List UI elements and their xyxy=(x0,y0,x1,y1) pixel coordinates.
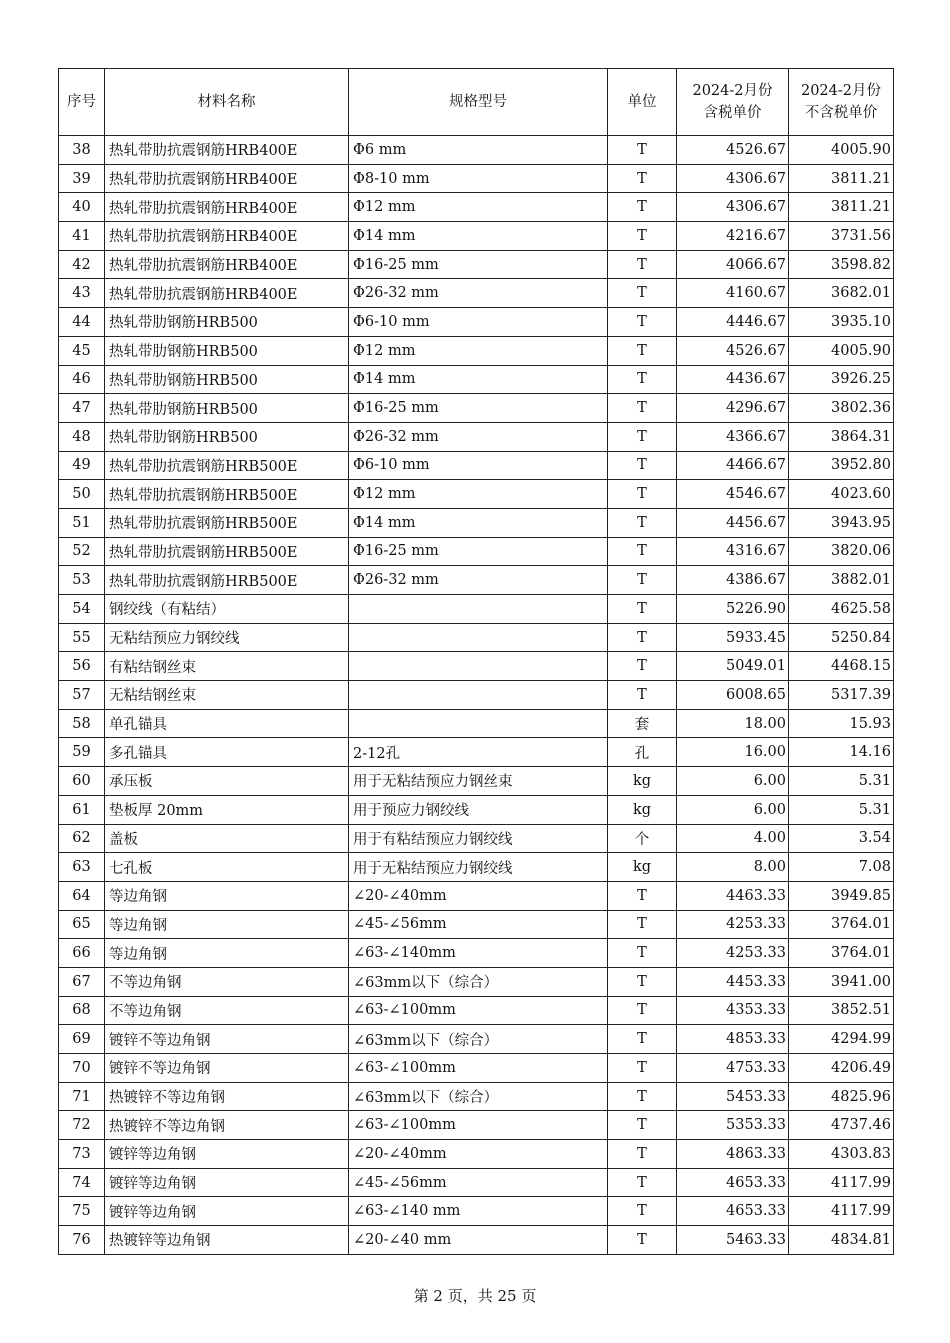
row-unit: T xyxy=(608,308,677,337)
row-unit: T xyxy=(608,451,677,480)
row-spec: Φ16-25 mm xyxy=(349,250,608,279)
row-no: 55 xyxy=(59,623,105,652)
row-no: 59 xyxy=(59,738,105,767)
table-row xyxy=(59,279,894,308)
row-price-tax-incl: 4753.33 xyxy=(677,1054,789,1083)
table-row xyxy=(59,767,894,796)
table-row xyxy=(59,652,894,681)
row-name: 镀锌等边角钢 xyxy=(105,1197,349,1226)
row-unit: T xyxy=(608,394,677,423)
table-row xyxy=(59,1025,894,1054)
row-price-tax-excl: 3882.01 xyxy=(789,566,894,595)
table-row xyxy=(59,250,894,279)
table-row xyxy=(59,1226,894,1255)
row-price-tax-incl: 5463.33 xyxy=(677,1226,789,1255)
row-price-tax-incl: 4306.67 xyxy=(677,193,789,222)
table-row xyxy=(59,1197,894,1226)
page-footer: 第 2 页，共 25 页 xyxy=(413,1287,537,1305)
row-spec: 用于预应力钢绞线 xyxy=(349,795,608,824)
table-row xyxy=(59,566,894,595)
row-unit: T xyxy=(608,910,677,939)
row-spec: 用于无粘结预应力钢丝束 xyxy=(349,767,608,796)
row-unit: T xyxy=(608,136,677,165)
row-price-tax-excl: 3.54 xyxy=(789,824,894,853)
row-price-tax-excl: 15.93 xyxy=(789,709,894,738)
row-price-tax-excl: 3943.95 xyxy=(789,508,894,537)
table-row xyxy=(59,480,894,509)
table-row xyxy=(59,422,894,451)
table-row xyxy=(59,910,894,939)
row-spec: Φ12 mm xyxy=(349,480,608,509)
row-spec: ∠63-∠100mm xyxy=(349,1111,608,1140)
row-price-tax-incl: 4316.67 xyxy=(677,537,789,566)
row-unit: T xyxy=(608,1140,677,1169)
row-price-tax-excl: 3941.00 xyxy=(789,967,894,996)
row-price-tax-excl: 3764.01 xyxy=(789,939,894,968)
row-price-tax-incl: 4296.67 xyxy=(677,394,789,423)
row-name: 承压板 xyxy=(105,767,349,796)
row-price-tax-incl: 4353.33 xyxy=(677,996,789,1025)
table-row xyxy=(59,853,894,882)
row-price-tax-excl: 4117.99 xyxy=(789,1168,894,1197)
table-row xyxy=(59,336,894,365)
row-unit: T xyxy=(608,422,677,451)
row-unit: T xyxy=(608,1197,677,1226)
row-no: 50 xyxy=(59,480,105,509)
table-row xyxy=(59,881,894,910)
table-row xyxy=(59,996,894,1025)
row-price-tax-excl: 4834.81 xyxy=(789,1226,894,1255)
row-price-tax-excl: 4005.90 xyxy=(789,336,894,365)
row-spec: ∠63mm以下（综合） xyxy=(349,967,608,996)
row-no: 71 xyxy=(59,1082,105,1111)
row-price-tax-incl: 4160.67 xyxy=(677,279,789,308)
row-name: 热轧带肋钢筋HRB500 xyxy=(105,308,349,337)
row-price-tax-incl: 5353.33 xyxy=(677,1111,789,1140)
row-unit: T xyxy=(608,537,677,566)
row-price-tax-excl: 3926.25 xyxy=(789,365,894,394)
header-price-tax-excl: 2024-2月份 不含税单价 xyxy=(789,69,894,136)
row-price-tax-excl: 4737.46 xyxy=(789,1111,894,1140)
row-price-tax-incl: 4216.67 xyxy=(677,222,789,251)
row-no: 66 xyxy=(59,939,105,968)
row-unit: T xyxy=(608,939,677,968)
row-price-tax-excl: 4825.96 xyxy=(789,1082,894,1111)
row-unit: T xyxy=(608,996,677,1025)
header-price-tax-incl: 2024-2月份 含税单价 xyxy=(677,69,789,136)
row-spec: Φ14 mm xyxy=(349,365,608,394)
row-name: 热轧带肋钢筋HRB500 xyxy=(105,422,349,451)
row-name: 热轧带肋抗震钢筋HRB500E xyxy=(105,566,349,595)
row-no: 68 xyxy=(59,996,105,1025)
row-spec: ∠20-∠40 mm xyxy=(349,1226,608,1255)
row-no: 56 xyxy=(59,652,105,681)
table-row xyxy=(59,1111,894,1140)
table-row xyxy=(59,939,894,968)
row-name: 等边角钢 xyxy=(105,939,349,968)
row-price-tax-incl: 4546.67 xyxy=(677,480,789,509)
row-no: 67 xyxy=(59,967,105,996)
row-name: 钢绞线（有粘结） xyxy=(105,595,349,624)
row-spec: ∠63-∠100mm xyxy=(349,1054,608,1083)
table-row xyxy=(59,595,894,624)
row-price-tax-excl: 5250.84 xyxy=(789,623,894,652)
material-price-table xyxy=(58,68,894,1255)
table-row xyxy=(59,508,894,537)
row-no: 40 xyxy=(59,193,105,222)
row-price-tax-incl: 4253.33 xyxy=(677,910,789,939)
row-no: 70 xyxy=(59,1054,105,1083)
table-row xyxy=(59,365,894,394)
row-price-tax-excl: 7.08 xyxy=(789,853,894,882)
row-price-tax-incl: 4306.67 xyxy=(677,164,789,193)
row-name: 热轧带肋抗震钢筋HRB400E xyxy=(105,164,349,193)
row-name: 热轧带肋抗震钢筋HRB400E xyxy=(105,136,349,165)
table-row xyxy=(59,795,894,824)
row-spec: ∠63mm以下（综合） xyxy=(349,1025,608,1054)
row-no: 76 xyxy=(59,1226,105,1255)
row-spec: ∠20-∠40mm xyxy=(349,1140,608,1169)
row-name: 七孔板 xyxy=(105,853,349,882)
row-price-tax-excl: 3864.31 xyxy=(789,422,894,451)
row-name: 热轧带肋抗震钢筋HRB400E xyxy=(105,279,349,308)
row-unit: T xyxy=(608,193,677,222)
row-spec: Φ14 mm xyxy=(349,508,608,537)
row-price-tax-excl: 4117.99 xyxy=(789,1197,894,1226)
row-spec: ∠63-∠100mm xyxy=(349,996,608,1025)
row-no: 51 xyxy=(59,508,105,537)
row-name: 热镀锌不等边角钢 xyxy=(105,1082,349,1111)
row-price-tax-excl: 3811.21 xyxy=(789,164,894,193)
header-unit: 单位 xyxy=(608,69,677,136)
row-unit: T xyxy=(608,250,677,279)
row-spec: Φ6-10 mm xyxy=(349,308,608,337)
row-no: 74 xyxy=(59,1168,105,1197)
row-unit: T xyxy=(608,1226,677,1255)
row-no: 61 xyxy=(59,795,105,824)
row-price-tax-excl: 4206.49 xyxy=(789,1054,894,1083)
row-price-tax-incl: 4863.33 xyxy=(677,1140,789,1169)
row-no: 58 xyxy=(59,709,105,738)
row-price-tax-excl: 3682.01 xyxy=(789,279,894,308)
table-row xyxy=(59,1140,894,1169)
row-price-tax-incl: 4366.67 xyxy=(677,422,789,451)
row-unit: T xyxy=(608,480,677,509)
row-spec: Φ26-32 mm xyxy=(349,279,608,308)
row-no: 69 xyxy=(59,1025,105,1054)
row-unit: T xyxy=(608,1054,677,1083)
row-unit: T xyxy=(608,595,677,624)
row-spec xyxy=(349,709,608,738)
header-name: 材料名称 xyxy=(105,69,349,136)
table-row xyxy=(59,394,894,423)
table-row xyxy=(59,136,894,165)
table-row xyxy=(59,681,894,710)
row-no: 47 xyxy=(59,394,105,423)
row-spec: Φ12 mm xyxy=(349,193,608,222)
row-no: 42 xyxy=(59,250,105,279)
table-row xyxy=(59,1168,894,1197)
row-price-tax-incl: 4066.67 xyxy=(677,250,789,279)
row-price-tax-incl: 18.00 xyxy=(677,709,789,738)
row-name: 热轧带肋抗震钢筋HRB500E xyxy=(105,508,349,537)
row-price-tax-incl: 4253.33 xyxy=(677,939,789,968)
row-unit: kg xyxy=(608,795,677,824)
row-spec xyxy=(349,595,608,624)
row-name: 盖板 xyxy=(105,824,349,853)
table-row xyxy=(59,709,894,738)
row-no: 48 xyxy=(59,422,105,451)
table-row xyxy=(59,1054,894,1083)
row-price-tax-incl: 4853.33 xyxy=(677,1025,789,1054)
row-spec: Φ16-25 mm xyxy=(349,537,608,566)
table-row xyxy=(59,738,894,767)
row-no: 63 xyxy=(59,853,105,882)
row-name: 不等边角钢 xyxy=(105,996,349,1025)
row-price-tax-excl: 4005.90 xyxy=(789,136,894,165)
row-spec: ∠63-∠140mm xyxy=(349,939,608,968)
row-price-tax-excl: 3949.85 xyxy=(789,881,894,910)
row-unit: T xyxy=(608,222,677,251)
row-name: 热轧带肋钢筋HRB500 xyxy=(105,394,349,423)
row-price-tax-excl: 4303.83 xyxy=(789,1140,894,1169)
row-unit: T xyxy=(608,1168,677,1197)
row-unit: T xyxy=(608,967,677,996)
row-name: 等边角钢 xyxy=(105,881,349,910)
row-name: 多孔锚具 xyxy=(105,738,349,767)
row-name: 热轧带肋抗震钢筋HRB400E xyxy=(105,222,349,251)
row-name: 无粘结钢丝束 xyxy=(105,681,349,710)
row-name: 热镀锌不等边角钢 xyxy=(105,1111,349,1140)
row-price-tax-incl: 4526.67 xyxy=(677,336,789,365)
row-unit: T xyxy=(608,1082,677,1111)
row-price-tax-incl: 4466.67 xyxy=(677,451,789,480)
row-price-tax-incl: 4436.67 xyxy=(677,365,789,394)
table-body xyxy=(59,136,894,1255)
row-name: 无粘结预应力钢绞线 xyxy=(105,623,349,652)
row-price-tax-incl: 4456.67 xyxy=(677,508,789,537)
row-price-tax-incl: 4453.33 xyxy=(677,967,789,996)
table-row xyxy=(59,193,894,222)
row-spec: Φ16-25 mm xyxy=(349,394,608,423)
row-no: 39 xyxy=(59,164,105,193)
table-row xyxy=(59,164,894,193)
row-price-tax-excl: 3811.21 xyxy=(789,193,894,222)
row-name: 镀锌不等边角钢 xyxy=(105,1054,349,1083)
row-unit: T xyxy=(608,508,677,537)
row-unit: T xyxy=(608,566,677,595)
row-unit: T xyxy=(608,1111,677,1140)
row-name: 镀锌等边角钢 xyxy=(105,1140,349,1169)
row-unit: T xyxy=(608,681,677,710)
row-unit: 个 xyxy=(608,824,677,853)
table-row xyxy=(59,623,894,652)
row-price-tax-excl: 4023.60 xyxy=(789,480,894,509)
row-name: 镀锌不等边角钢 xyxy=(105,1025,349,1054)
row-no: 38 xyxy=(59,136,105,165)
row-spec xyxy=(349,652,608,681)
row-name: 不等边角钢 xyxy=(105,967,349,996)
row-price-tax-incl: 4526.67 xyxy=(677,136,789,165)
row-price-tax-excl: 5.31 xyxy=(789,795,894,824)
row-price-tax-excl: 3852.51 xyxy=(789,996,894,1025)
row-unit: T xyxy=(608,881,677,910)
row-price-tax-incl: 6.00 xyxy=(677,767,789,796)
row-price-tax-incl: 4653.33 xyxy=(677,1168,789,1197)
table-row xyxy=(59,537,894,566)
row-price-tax-excl: 3598.82 xyxy=(789,250,894,279)
row-price-tax-incl: 4463.33 xyxy=(677,881,789,910)
row-price-tax-excl: 4625.58 xyxy=(789,595,894,624)
row-price-tax-excl: 3820.06 xyxy=(789,537,894,566)
row-no: 46 xyxy=(59,365,105,394)
row-no: 73 xyxy=(59,1140,105,1169)
row-no: 41 xyxy=(59,222,105,251)
row-no: 52 xyxy=(59,537,105,566)
row-no: 44 xyxy=(59,308,105,337)
row-name: 有粘结钢丝束 xyxy=(105,652,349,681)
row-name: 热轧带肋抗震钢筋HRB400E xyxy=(105,193,349,222)
row-price-tax-excl: 4294.99 xyxy=(789,1025,894,1054)
row-no: 60 xyxy=(59,767,105,796)
row-no: 75 xyxy=(59,1197,105,1226)
table-row xyxy=(59,451,894,480)
header-no: 序号 xyxy=(59,69,105,136)
row-spec: 2-12孔 xyxy=(349,738,608,767)
row-name: 热镀锌等边角钢 xyxy=(105,1226,349,1255)
row-price-tax-excl: 3764.01 xyxy=(789,910,894,939)
row-spec: 用于无粘结预应力钢绞线 xyxy=(349,853,608,882)
table-row xyxy=(59,824,894,853)
table-row xyxy=(59,308,894,337)
row-spec: Φ6-10 mm xyxy=(349,451,608,480)
row-no: 53 xyxy=(59,566,105,595)
row-unit: 套 xyxy=(608,709,677,738)
row-price-tax-excl: 4468.15 xyxy=(789,652,894,681)
row-spec: Φ26-32 mm xyxy=(349,422,608,451)
row-unit: kg xyxy=(608,767,677,796)
row-name: 镀锌等边角钢 xyxy=(105,1168,349,1197)
row-name: 热轧带肋钢筋HRB500 xyxy=(105,336,349,365)
table-header-row xyxy=(59,69,894,136)
row-unit: T xyxy=(608,652,677,681)
row-name: 热轧带肋钢筋HRB500 xyxy=(105,365,349,394)
row-price-tax-incl: 5933.45 xyxy=(677,623,789,652)
row-unit: T xyxy=(608,1025,677,1054)
row-no: 43 xyxy=(59,279,105,308)
row-name: 热轧带肋抗震钢筋HRB500E xyxy=(105,451,349,480)
row-spec: Φ6 mm xyxy=(349,136,608,165)
row-spec: ∠20-∠40mm xyxy=(349,881,608,910)
row-name: 垫板厚 20mm xyxy=(105,795,349,824)
row-name: 热轧带肋抗震钢筋HRB500E xyxy=(105,480,349,509)
row-spec: 用于有粘结预应力钢绞线 xyxy=(349,824,608,853)
row-price-tax-incl: 5226.90 xyxy=(677,595,789,624)
row-no: 62 xyxy=(59,824,105,853)
row-no: 72 xyxy=(59,1111,105,1140)
table-row xyxy=(59,222,894,251)
table-row xyxy=(59,967,894,996)
row-unit: T xyxy=(608,623,677,652)
row-no: 64 xyxy=(59,881,105,910)
row-price-tax-excl: 5317.39 xyxy=(789,681,894,710)
row-price-tax-incl: 6008.65 xyxy=(677,681,789,710)
row-no: 65 xyxy=(59,910,105,939)
row-unit: T xyxy=(608,365,677,394)
row-no: 54 xyxy=(59,595,105,624)
row-price-tax-excl: 3731.56 xyxy=(789,222,894,251)
row-spec xyxy=(349,681,608,710)
row-name: 等边角钢 xyxy=(105,910,349,939)
row-price-tax-incl: 4386.67 xyxy=(677,566,789,595)
row-name: 单孔锚具 xyxy=(105,709,349,738)
row-price-tax-excl: 5.31 xyxy=(789,767,894,796)
row-name: 热轧带肋抗震钢筋HRB500E xyxy=(105,537,349,566)
row-price-tax-excl: 3802.36 xyxy=(789,394,894,423)
row-spec: ∠63-∠140 mm xyxy=(349,1197,608,1226)
table-row xyxy=(59,1082,894,1111)
row-unit: kg xyxy=(608,853,677,882)
row-spec: Φ8-10 mm xyxy=(349,164,608,193)
row-price-tax-incl: 4.00 xyxy=(677,824,789,853)
row-spec xyxy=(349,623,608,652)
row-spec: ∠63mm以下（综合） xyxy=(349,1082,608,1111)
row-spec: Φ26-32 mm xyxy=(349,566,608,595)
row-price-tax-incl: 8.00 xyxy=(677,853,789,882)
row-price-tax-incl: 5049.01 xyxy=(677,652,789,681)
row-no: 49 xyxy=(59,451,105,480)
row-unit: T xyxy=(608,164,677,193)
row-unit: T xyxy=(608,336,677,365)
row-price-tax-excl: 3935.10 xyxy=(789,308,894,337)
row-unit: T xyxy=(608,279,677,308)
row-price-tax-incl: 4446.67 xyxy=(677,308,789,337)
row-unit: 孔 xyxy=(608,738,677,767)
row-price-tax-incl: 6.00 xyxy=(677,795,789,824)
row-spec: ∠45-∠56mm xyxy=(349,910,608,939)
row-spec: Φ14 mm xyxy=(349,222,608,251)
row-price-tax-excl: 14.16 xyxy=(789,738,894,767)
row-spec: Φ12 mm xyxy=(349,336,608,365)
row-no: 45 xyxy=(59,336,105,365)
row-price-tax-excl: 3952.80 xyxy=(789,451,894,480)
header-spec: 规格型号 xyxy=(349,69,608,136)
row-no: 57 xyxy=(59,681,105,710)
row-price-tax-incl: 4653.33 xyxy=(677,1197,789,1226)
row-price-tax-incl: 5453.33 xyxy=(677,1082,789,1111)
row-spec: ∠45-∠56mm xyxy=(349,1168,608,1197)
row-price-tax-incl: 16.00 xyxy=(677,738,789,767)
row-name: 热轧带肋抗震钢筋HRB400E xyxy=(105,250,349,279)
